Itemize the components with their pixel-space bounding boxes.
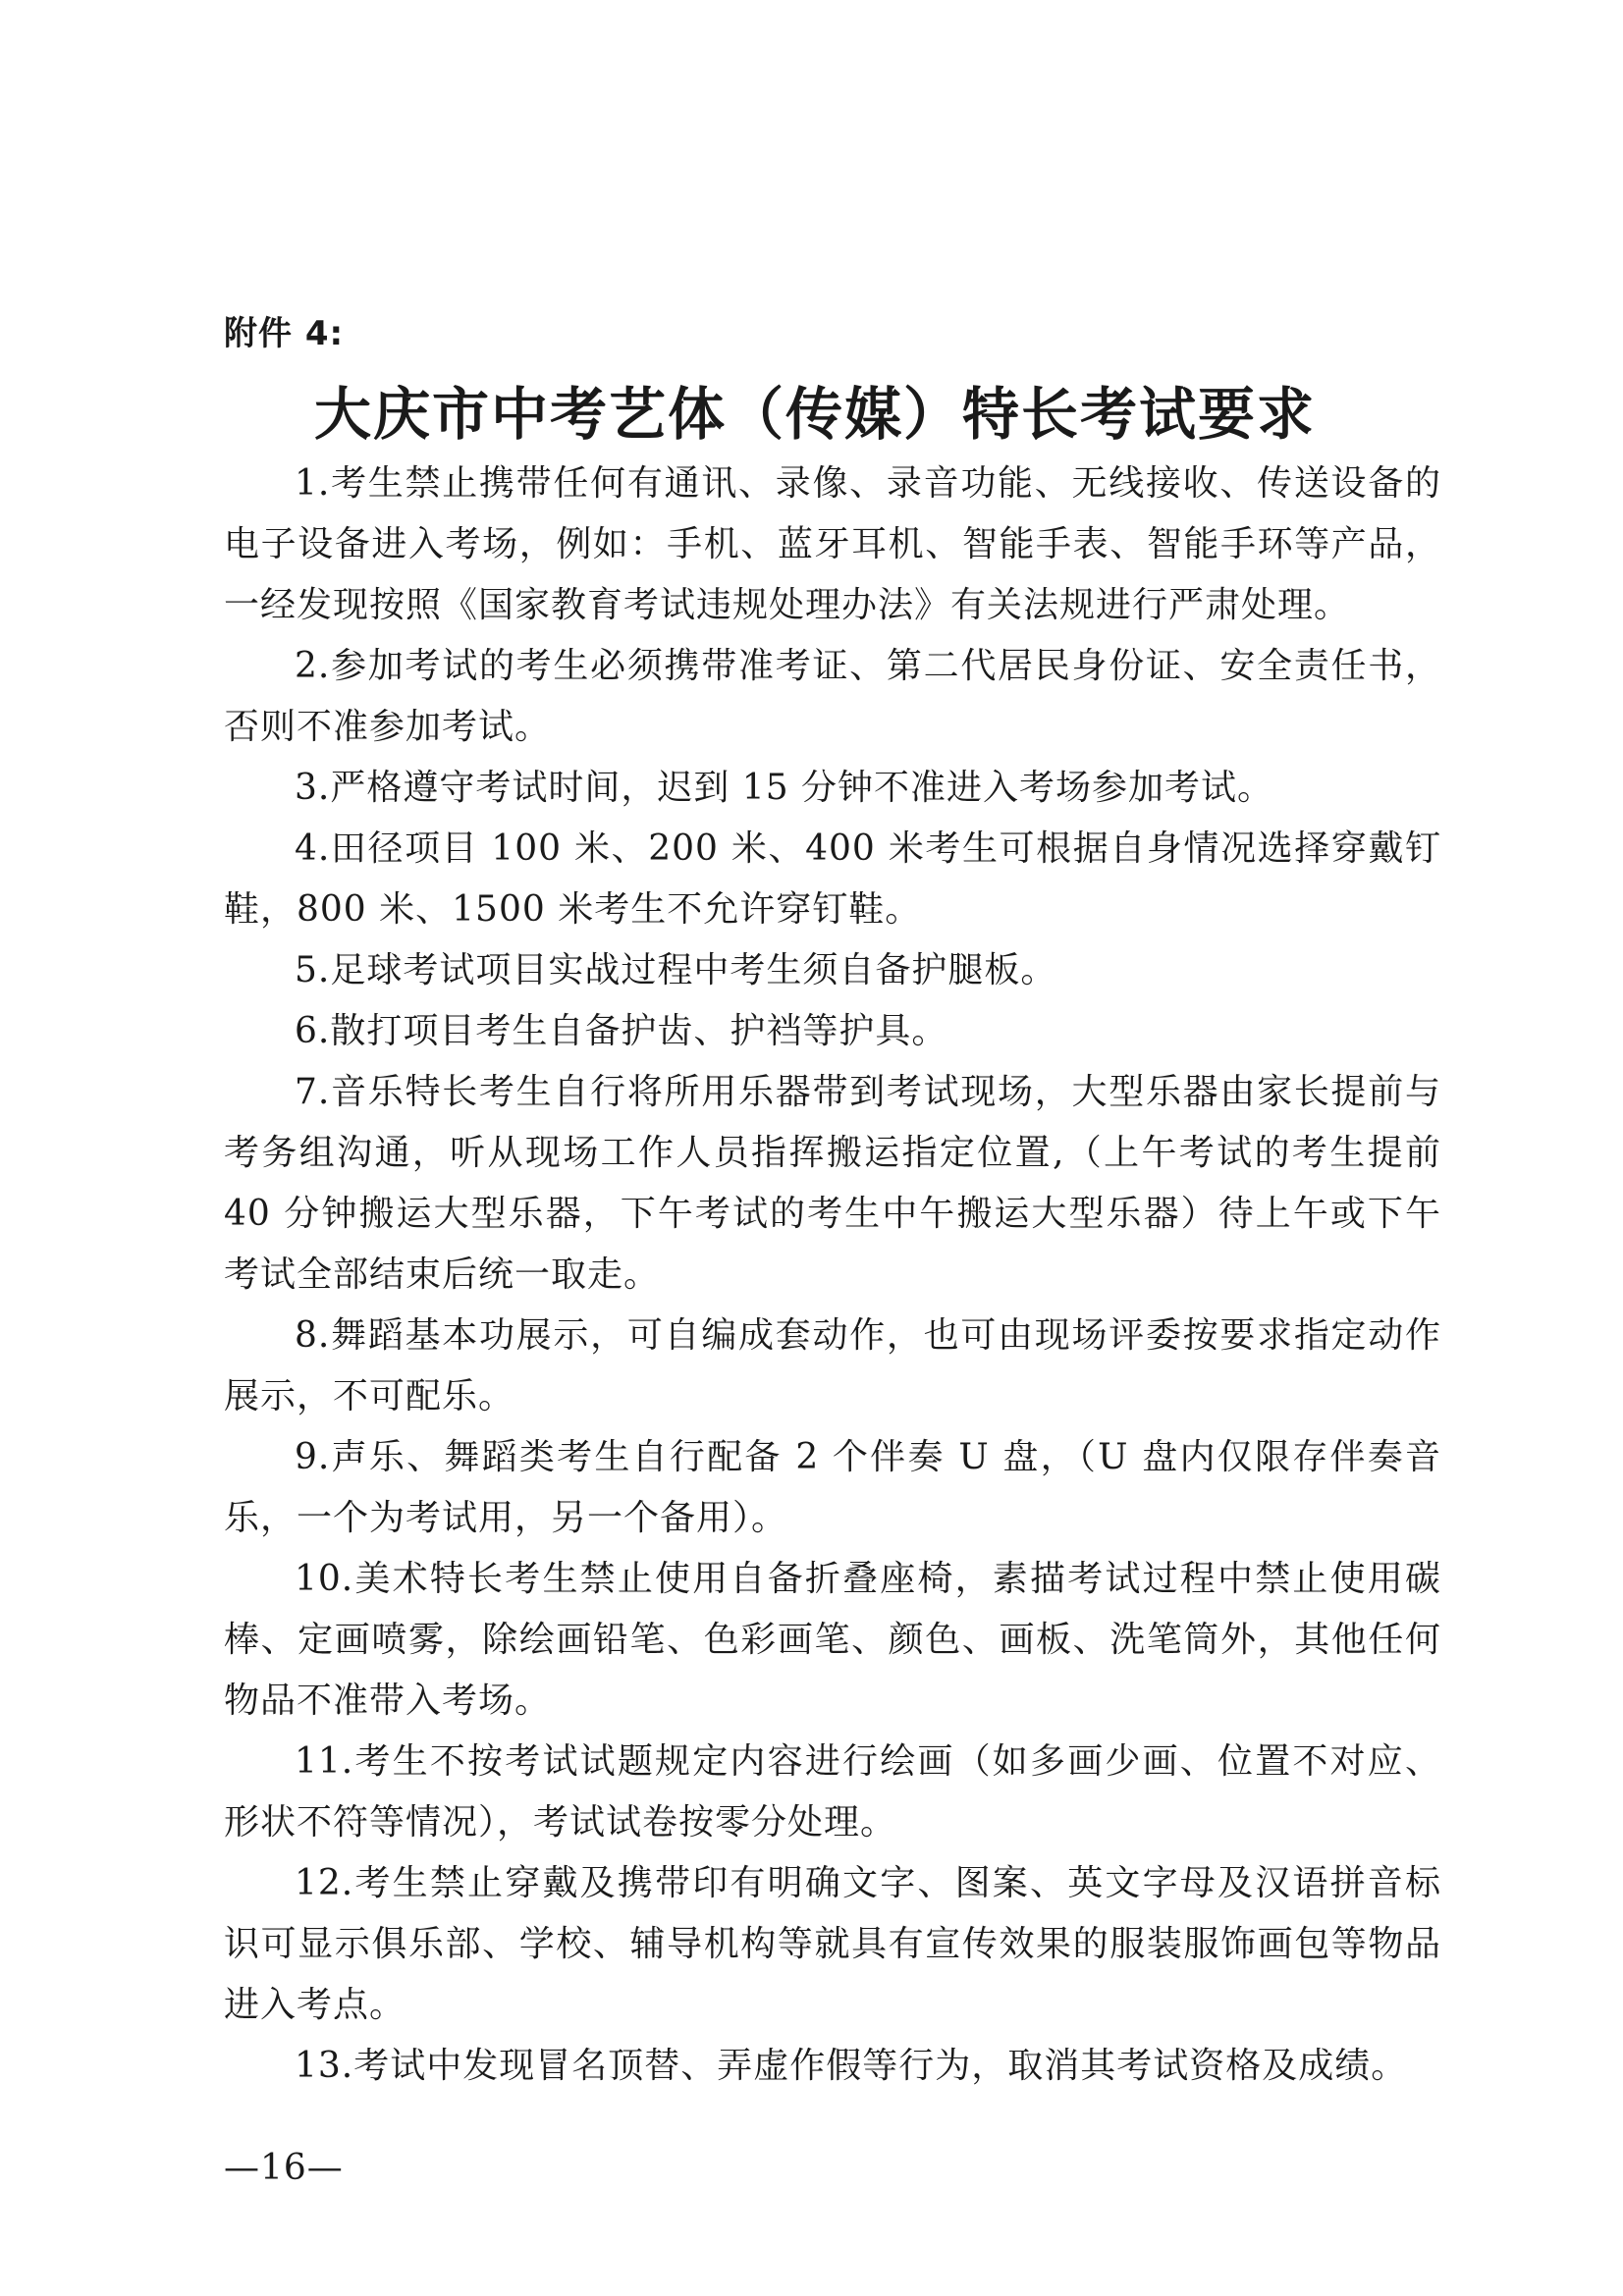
rule-paragraph-7: 7.音乐特长考生自行将所用乐器带到考试现场，大型乐器由家长提前与考务组沟通，听从现场工作人员指挥搬运指定位置,（上午考试的考生提前 40 分钟搬运大型乐器，下午考试的考生中午搬运大型乐器）待上午或下午考试全部结束后统一取走。 — [224, 1072, 1441, 1295]
attachment-label: 附件 4: — [224, 314, 345, 353]
rule-paragraph-9: 9.声乐、舞蹈类考生自行配备 2 个伴奏 U 盘，（U 盘内仅限存伴奏音乐，一个为考试用，另一个备用）。 — [224, 1437, 1441, 1538]
document-title: 大庆市中考艺体（传媒）特长考试要求 — [313, 381, 1316, 448]
rule-paragraph-1: 1.考生禁止携带任何有通讯、录像、录音功能、无线接收、传送设备的电子设备进入考场，例如：手机、蓝牙耳机、智能手表、智能手环等产品，一经发现按照《国家教育考试违规处理办法》有关法规进行严肃处理。 — [224, 463, 1441, 625]
rule-paragraph-13: 13.考试中发现冒名顶替、弄虚作假等行为，取消其考试资格及成绩。 — [295, 2046, 1408, 2086]
rule-paragraph-12: 12.考生禁止穿戴及携带印有明确文字、图案、英文字母及汉语拼音标识可显示俱乐部、学校、辅导机构等就具有宣传效果的服装服饰画包等物品进入考点。 — [224, 1863, 1441, 2025]
rule-paragraph-11: 11.考生不按考试试题规定内容进行绘画（如多画少画、位置不对应、形状不符等情况），考试试卷按零分处理。 — [224, 1741, 1441, 1842]
rule-paragraph-5: 5.足球考试项目实战过程中考生须自备护腿板。 — [295, 950, 1057, 990]
rule-paragraph-10: 10.美术特长考生禁止使用自备折叠座椅，素描考试过程中禁止使用碳棒、定画喷雾，除绘画铅笔、色彩画笔、颜色、画板、洗笔筒外，其他任何物品不准带入考场。 — [224, 1559, 1441, 1721]
rule-paragraph-6: 6.散打项目考生自备护齿、护裆等护具。 — [295, 1011, 948, 1051]
rule-paragraph-2: 2.参加考试的考生必须携带准考证、第二代居民身份证、安全责任书，否则不准参加考试。 — [224, 646, 1441, 747]
rule-paragraph-4: 4.田径项目 100 米、200 米、400 米考生可根据自身情况选择穿戴钉鞋，800 米、1500 米考生不允许穿钉鞋。 — [224, 828, 1441, 930]
document-body — [224, 454, 1441, 2097]
rule-paragraph-3: 3.严格遵守考试时间，迟到 15 分钟不准进入考场参加考试。 — [295, 768, 1274, 808]
page-number: —16— — [224, 2148, 344, 2188]
rule-paragraph-8: 8.舞蹈基本功展示，可自编成套动作，也可由现场评委按要求指定动作展示，不可配乐。 — [224, 1315, 1441, 1416]
